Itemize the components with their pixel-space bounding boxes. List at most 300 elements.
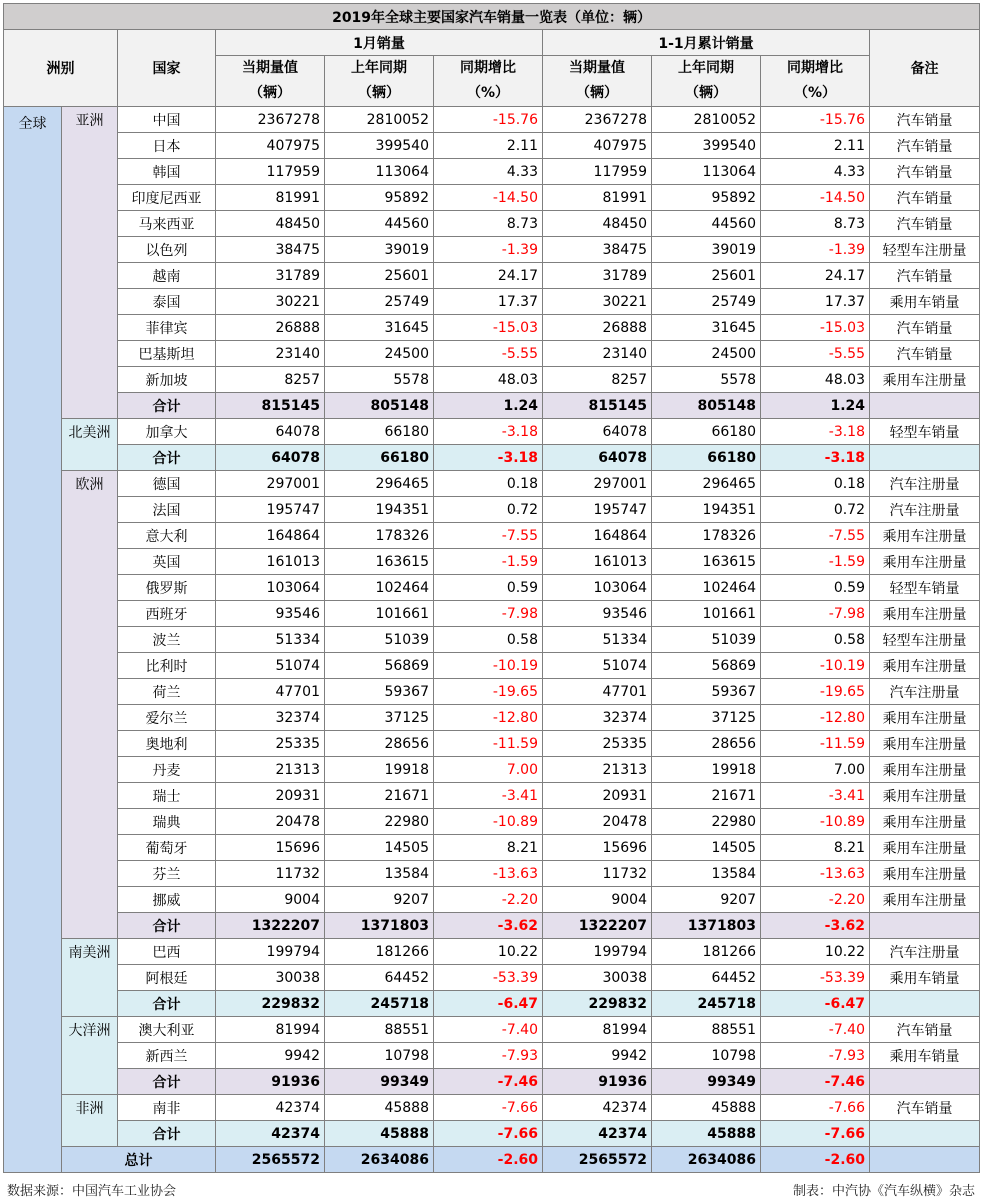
country-name: 印度尼西亚 <box>118 185 216 211</box>
ytd-current-value: 20931 <box>543 783 652 809</box>
table-row <box>4 237 980 263</box>
country-name: 巴基斯坦 <box>118 341 216 367</box>
country-name: 新加坡 <box>118 367 216 393</box>
jan-last-year-value: 101661 <box>325 601 434 627</box>
ytd-current-value: 2367278 <box>543 107 652 133</box>
continent-cell: 全球 <box>4 107 62 1173</box>
table-row <box>4 211 980 237</box>
remark-value: 汽车销量 <box>870 185 980 211</box>
country-name: 丹麦 <box>118 757 216 783</box>
header-ytd-current: 当期量值 （辆） <box>543 56 652 107</box>
ytd-current-value: 21313 <box>543 757 652 783</box>
jan-last-year-value: 24500 <box>325 341 434 367</box>
remark-value: 乘用车注册量 <box>870 367 980 393</box>
jan-yoy-value: -53.39 <box>434 965 543 991</box>
jan-last-year-value: 25749 <box>325 289 434 315</box>
header-ytd-last-year: 上年同期 （辆） <box>652 56 761 107</box>
ytd-current-value: 51334 <box>543 627 652 653</box>
country-name: 加拿大 <box>118 419 216 445</box>
region-cell-africa: 非洲 <box>62 1095 118 1147</box>
remark-value: 轻型车注册量 <box>870 237 980 263</box>
ytd-yoy-value: -15.76 <box>761 107 870 133</box>
jan-last-year-value: 2810052 <box>325 107 434 133</box>
ytd-last-year-value: 102464 <box>652 575 761 601</box>
header-ytd-sales: 1-1月累计销量 <box>543 30 870 56</box>
ytd-last-year-value: 10798 <box>652 1043 761 1069</box>
ytd-last-year-value: 113064 <box>652 159 761 185</box>
ytd-last-year-value: 194351 <box>652 497 761 523</box>
country-name: 新西兰 <box>118 1043 216 1069</box>
remark-value: 汽车注册量 <box>870 471 980 497</box>
remark-value: 乘用车注册量 <box>870 731 980 757</box>
remark-value: 乘用车注册量 <box>870 601 980 627</box>
jan-yoy-value: 0.58 <box>434 627 543 653</box>
table-row <box>4 497 980 523</box>
jan-last-year-value: 10798 <box>325 1043 434 1069</box>
country-name: 澳大利亚 <box>118 1017 216 1043</box>
country-name: 瑞典 <box>118 809 216 835</box>
region-cell-oceania: 大洋洲 <box>62 1017 118 1095</box>
country-name: 俄罗斯 <box>118 575 216 601</box>
country-name: 南非 <box>118 1095 216 1121</box>
subtotal-value: -3.18 <box>761 445 870 471</box>
ytd-last-year-value: 399540 <box>652 133 761 159</box>
ytd-current-value: 81994 <box>543 1017 652 1043</box>
jan-last-year-value: 113064 <box>325 159 434 185</box>
total-value: -2.60 <box>761 1147 870 1173</box>
subtotal-remark-empty <box>870 1121 980 1147</box>
ytd-last-year-value: 2810052 <box>652 107 761 133</box>
table-title: 2019年全球主要国家汽车销量一览表（单位：辆） <box>4 4 980 30</box>
total-remark-empty <box>870 1147 980 1173</box>
jan-last-year-value: 44560 <box>325 211 434 237</box>
jan-last-year-value: 51039 <box>325 627 434 653</box>
ytd-yoy-value: -3.41 <box>761 783 870 809</box>
country-name: 芬兰 <box>118 861 216 887</box>
ytd-yoy-value: 10.22 <box>761 939 870 965</box>
ytd-current-value: 48450 <box>543 211 652 237</box>
subtotal-row <box>4 445 980 471</box>
jan-yoy-value: 7.00 <box>434 757 543 783</box>
ytd-yoy-value: -3.18 <box>761 419 870 445</box>
footer <box>3 1177 979 1199</box>
jan-yoy-value: 0.59 <box>434 575 543 601</box>
jan-current-value: 51074 <box>216 653 325 679</box>
jan-yoy-value: -7.66 <box>434 1095 543 1121</box>
country-name: 巴西 <box>118 939 216 965</box>
jan-yoy-value: 10.22 <box>434 939 543 965</box>
subtotal-value: -7.46 <box>761 1069 870 1095</box>
country-name: 意大利 <box>118 523 216 549</box>
subtotal-value: -3.62 <box>761 913 870 939</box>
subtotal-value: 99349 <box>652 1069 761 1095</box>
ytd-current-value: 23140 <box>543 341 652 367</box>
jan-last-year-value: 37125 <box>325 705 434 731</box>
sales-table <box>3 3 980 1173</box>
jan-current-value: 64078 <box>216 419 325 445</box>
total-label: 总计 <box>62 1147 216 1173</box>
ytd-yoy-value: 48.03 <box>761 367 870 393</box>
jan-current-value: 38475 <box>216 237 325 263</box>
subtotal-value: 66180 <box>325 445 434 471</box>
remark-value: 汽车注册量 <box>870 679 980 705</box>
ytd-yoy-value: -53.39 <box>761 965 870 991</box>
subtotal-value: 99349 <box>325 1069 434 1095</box>
subtotal-row <box>4 393 980 419</box>
jan-yoy-value: 8.73 <box>434 211 543 237</box>
remark-value: 汽车销量 <box>870 133 980 159</box>
ytd-last-year-value: 59367 <box>652 679 761 705</box>
jan-yoy-value: -15.76 <box>434 107 543 133</box>
country-name: 越南 <box>118 263 216 289</box>
remark-value: 乘用车注册量 <box>870 549 980 575</box>
table-row <box>4 185 980 211</box>
header-continent: 洲别 <box>4 30 118 107</box>
table-row <box>4 939 980 965</box>
country-name: 挪威 <box>118 887 216 913</box>
remark-value: 轻型车销量 <box>870 419 980 445</box>
ytd-current-value: 117959 <box>543 159 652 185</box>
ytd-current-value: 161013 <box>543 549 652 575</box>
jan-yoy-value: 24.17 <box>434 263 543 289</box>
table-row <box>4 705 980 731</box>
remark-value: 乘用车注册量 <box>870 861 980 887</box>
country-name: 泰国 <box>118 289 216 315</box>
jan-last-year-value: 178326 <box>325 523 434 549</box>
jan-current-value: 42374 <box>216 1095 325 1121</box>
ytd-yoy-value: 24.17 <box>761 263 870 289</box>
total-value: 2634086 <box>652 1147 761 1173</box>
jan-yoy-value: 8.21 <box>434 835 543 861</box>
ytd-last-year-value: 39019 <box>652 237 761 263</box>
subtotal-remark-empty <box>870 393 980 419</box>
subtotal-label: 合计 <box>118 1069 216 1095</box>
subtotal-value: -6.47 <box>434 991 543 1017</box>
table-row <box>4 1017 980 1043</box>
subtotal-remark-empty <box>870 445 980 471</box>
jan-yoy-value: 0.18 <box>434 471 543 497</box>
header-jan-last-year: 上年同期 （辆） <box>325 56 434 107</box>
subtotal-value: -3.18 <box>434 445 543 471</box>
ytd-last-year-value: 66180 <box>652 419 761 445</box>
ytd-last-year-value: 88551 <box>652 1017 761 1043</box>
ytd-current-value: 8257 <box>543 367 652 393</box>
jan-last-year-value: 13584 <box>325 861 434 887</box>
jan-current-value: 195747 <box>216 497 325 523</box>
ytd-yoy-value: -19.65 <box>761 679 870 705</box>
jan-last-year-value: 19918 <box>325 757 434 783</box>
ytd-last-year-value: 25601 <box>652 263 761 289</box>
ytd-yoy-value: -15.03 <box>761 315 870 341</box>
ytd-last-year-value: 95892 <box>652 185 761 211</box>
jan-last-year-value: 31645 <box>325 315 434 341</box>
table-row <box>4 1043 980 1069</box>
ytd-yoy-value: -10.19 <box>761 653 870 679</box>
jan-current-value: 11732 <box>216 861 325 887</box>
jan-yoy-value: -11.59 <box>434 731 543 757</box>
region-cell-europe: 欧洲 <box>62 471 118 939</box>
remark-value: 乘用车销量 <box>870 1043 980 1069</box>
ytd-current-value: 195747 <box>543 497 652 523</box>
remark-value: 乘用车销量 <box>870 289 980 315</box>
subtotal-value: 66180 <box>652 445 761 471</box>
subtotal-value: 805148 <box>325 393 434 419</box>
subtotal-remark-empty <box>870 991 980 1017</box>
subtotal-value: -7.66 <box>761 1121 870 1147</box>
subtotal-value: 229832 <box>543 991 652 1017</box>
remark-value: 乘用车注册量 <box>870 835 980 861</box>
country-name: 中国 <box>118 107 216 133</box>
subtotal-value: 91936 <box>216 1069 325 1095</box>
table-maker: 制表：中汽协《汽车纵横》杂志 <box>792 1184 975 1199</box>
ytd-yoy-value: -2.20 <box>761 887 870 913</box>
jan-current-value: 26888 <box>216 315 325 341</box>
remark-value: 乘用车注册量 <box>870 887 980 913</box>
subtotal-value: 42374 <box>543 1121 652 1147</box>
subtotal-value: -3.62 <box>434 913 543 939</box>
region-cell-north-america: 北美洲 <box>62 419 118 471</box>
jan-current-value: 30038 <box>216 965 325 991</box>
country-name: 比利时 <box>118 653 216 679</box>
table-row <box>4 653 980 679</box>
remark-value: 乘用车注册量 <box>870 653 980 679</box>
jan-last-year-value: 95892 <box>325 185 434 211</box>
table-row <box>4 887 980 913</box>
table-row <box>4 965 980 991</box>
ytd-yoy-value: -7.66 <box>761 1095 870 1121</box>
jan-yoy-value: -1.39 <box>434 237 543 263</box>
subtotal-label: 合计 <box>118 1121 216 1147</box>
ytd-current-value: 11732 <box>543 861 652 887</box>
ytd-last-year-value: 178326 <box>652 523 761 549</box>
country-name: 日本 <box>118 133 216 159</box>
jan-last-year-value: 163615 <box>325 549 434 575</box>
country-name: 马来西亚 <box>118 211 216 237</box>
subtotal-value: 1.24 <box>434 393 543 419</box>
remark-value: 乘用车注册量 <box>870 783 980 809</box>
table-row <box>4 471 980 497</box>
subtotal-label: 合计 <box>118 445 216 471</box>
table-row <box>4 601 980 627</box>
data-source: 数据来源：中国汽车工业协会 <box>7 1184 177 1199</box>
ytd-yoy-value: 2.11 <box>761 133 870 159</box>
jan-current-value: 93546 <box>216 601 325 627</box>
ytd-current-value: 38475 <box>543 237 652 263</box>
subtotal-value: 805148 <box>652 393 761 419</box>
ytd-yoy-value: 0.59 <box>761 575 870 601</box>
subtotal-label: 合计 <box>118 913 216 939</box>
jan-last-year-value: 194351 <box>325 497 434 523</box>
jan-last-year-value: 296465 <box>325 471 434 497</box>
jan-yoy-value: -10.89 <box>434 809 543 835</box>
table-row <box>4 133 980 159</box>
table-row <box>4 549 980 575</box>
country-name: 法国 <box>118 497 216 523</box>
ytd-current-value: 25335 <box>543 731 652 757</box>
jan-current-value: 51334 <box>216 627 325 653</box>
jan-current-value: 15696 <box>216 835 325 861</box>
jan-yoy-value: -3.41 <box>434 783 543 809</box>
ytd-last-year-value: 21671 <box>652 783 761 809</box>
subtotal-value: 1322207 <box>216 913 325 939</box>
jan-current-value: 199794 <box>216 939 325 965</box>
table-row <box>4 783 980 809</box>
ytd-yoy-value: 4.33 <box>761 159 870 185</box>
table-row <box>4 107 980 133</box>
remark-value: 汽车销量 <box>870 263 980 289</box>
jan-current-value: 81994 <box>216 1017 325 1043</box>
ytd-current-value: 199794 <box>543 939 652 965</box>
ytd-yoy-value: -7.55 <box>761 523 870 549</box>
jan-yoy-value: -15.03 <box>434 315 543 341</box>
country-name: 葡萄牙 <box>118 835 216 861</box>
subtotal-value: 815145 <box>216 393 325 419</box>
total-value: 2565572 <box>216 1147 325 1173</box>
grand-total-row <box>4 1147 980 1173</box>
jan-yoy-value: -12.80 <box>434 705 543 731</box>
jan-last-year-value: 66180 <box>325 419 434 445</box>
header-ytd-yoy: 同期增比 （%） <box>761 56 870 107</box>
ytd-current-value: 31789 <box>543 263 652 289</box>
subtotal-value: 1371803 <box>652 913 761 939</box>
table-row <box>4 367 980 393</box>
jan-current-value: 30221 <box>216 289 325 315</box>
ytd-current-value: 42374 <box>543 1095 652 1121</box>
jan-last-year-value: 14505 <box>325 835 434 861</box>
ytd-current-value: 297001 <box>543 471 652 497</box>
ytd-yoy-value: -1.59 <box>761 549 870 575</box>
jan-current-value: 20478 <box>216 809 325 835</box>
subtotal-row <box>4 1069 980 1095</box>
ytd-current-value: 20478 <box>543 809 652 835</box>
ytd-last-year-value: 13584 <box>652 861 761 887</box>
ytd-current-value: 9942 <box>543 1043 652 1069</box>
country-name: 波兰 <box>118 627 216 653</box>
jan-last-year-value: 25601 <box>325 263 434 289</box>
ytd-current-value: 30221 <box>543 289 652 315</box>
subtotal-value: 1322207 <box>543 913 652 939</box>
jan-current-value: 103064 <box>216 575 325 601</box>
subtotal-value: -6.47 <box>761 991 870 1017</box>
subtotal-remark-empty <box>870 913 980 939</box>
subtotal-row <box>4 991 980 1017</box>
ytd-last-year-value: 45888 <box>652 1095 761 1121</box>
ytd-current-value: 103064 <box>543 575 652 601</box>
country-name: 菲律宾 <box>118 315 216 341</box>
remark-value: 乘用车注册量 <box>870 523 980 549</box>
table-row <box>4 757 980 783</box>
jan-current-value: 117959 <box>216 159 325 185</box>
table-row <box>4 1095 980 1121</box>
jan-current-value: 161013 <box>216 549 325 575</box>
country-name: 英国 <box>118 549 216 575</box>
ytd-current-value: 64078 <box>543 419 652 445</box>
remark-value: 汽车销量 <box>870 315 980 341</box>
table-row <box>4 809 980 835</box>
ytd-last-year-value: 5578 <box>652 367 761 393</box>
ytd-last-year-value: 9207 <box>652 887 761 913</box>
subtotal-value: 1371803 <box>325 913 434 939</box>
jan-yoy-value: -7.55 <box>434 523 543 549</box>
subtotal-value: 64078 <box>543 445 652 471</box>
table-row <box>4 263 980 289</box>
region-cell-south-america: 南美洲 <box>62 939 118 1017</box>
ytd-last-year-value: 56869 <box>652 653 761 679</box>
ytd-yoy-value: -7.98 <box>761 601 870 627</box>
region-cell-asia: 亚洲 <box>62 107 118 419</box>
total-value: 2634086 <box>325 1147 434 1173</box>
jan-last-year-value: 59367 <box>325 679 434 705</box>
jan-last-year-value: 5578 <box>325 367 434 393</box>
jan-current-value: 25335 <box>216 731 325 757</box>
ytd-last-year-value: 37125 <box>652 705 761 731</box>
remark-value: 汽车销量 <box>870 341 980 367</box>
country-name: 以色列 <box>118 237 216 263</box>
jan-yoy-value: 17.37 <box>434 289 543 315</box>
subtotal-value: 64078 <box>216 445 325 471</box>
remark-value: 汽车销量 <box>870 1017 980 1043</box>
jan-yoy-value: -7.98 <box>434 601 543 627</box>
jan-current-value: 48450 <box>216 211 325 237</box>
jan-current-value: 297001 <box>216 471 325 497</box>
jan-yoy-value: 2.11 <box>434 133 543 159</box>
jan-current-value: 31789 <box>216 263 325 289</box>
ytd-last-year-value: 19918 <box>652 757 761 783</box>
jan-yoy-value: -7.93 <box>434 1043 543 1069</box>
subtotal-value: 229832 <box>216 991 325 1017</box>
jan-last-year-value: 88551 <box>325 1017 434 1043</box>
ytd-last-year-value: 14505 <box>652 835 761 861</box>
subtotal-value: 245718 <box>652 991 761 1017</box>
ytd-last-year-value: 44560 <box>652 211 761 237</box>
jan-yoy-value: -2.20 <box>434 887 543 913</box>
subtotal-remark-empty <box>870 1069 980 1095</box>
country-name: 德国 <box>118 471 216 497</box>
remark-value: 汽车注册量 <box>870 497 980 523</box>
remark-value: 乘用车注册量 <box>870 705 980 731</box>
table-row <box>4 861 980 887</box>
remark-value: 汽车销量 <box>870 107 980 133</box>
jan-yoy-value: 0.72 <box>434 497 543 523</box>
total-value: -2.60 <box>434 1147 543 1173</box>
subtotal-value: 91936 <box>543 1069 652 1095</box>
jan-last-year-value: 64452 <box>325 965 434 991</box>
ytd-yoy-value: 8.73 <box>761 211 870 237</box>
ytd-current-value: 9004 <box>543 887 652 913</box>
country-name: 韩国 <box>118 159 216 185</box>
ytd-yoy-value: -12.80 <box>761 705 870 731</box>
ytd-current-value: 93546 <box>543 601 652 627</box>
ytd-current-value: 47701 <box>543 679 652 705</box>
remark-value: 汽车销量 <box>870 159 980 185</box>
ytd-current-value: 26888 <box>543 315 652 341</box>
ytd-last-year-value: 163615 <box>652 549 761 575</box>
table-row <box>4 289 980 315</box>
country-name: 瑞士 <box>118 783 216 809</box>
ytd-current-value: 15696 <box>543 835 652 861</box>
subtotal-row <box>4 913 980 939</box>
subtotal-value: 45888 <box>325 1121 434 1147</box>
subtotal-value: 815145 <box>543 393 652 419</box>
jan-current-value: 81991 <box>216 185 325 211</box>
jan-yoy-value: 4.33 <box>434 159 543 185</box>
ytd-last-year-value: 51039 <box>652 627 761 653</box>
ytd-current-value: 30038 <box>543 965 652 991</box>
subtotal-value: 1.24 <box>761 393 870 419</box>
ytd-yoy-value: -11.59 <box>761 731 870 757</box>
subtotal-label: 合计 <box>118 393 216 419</box>
jan-current-value: 9942 <box>216 1043 325 1069</box>
